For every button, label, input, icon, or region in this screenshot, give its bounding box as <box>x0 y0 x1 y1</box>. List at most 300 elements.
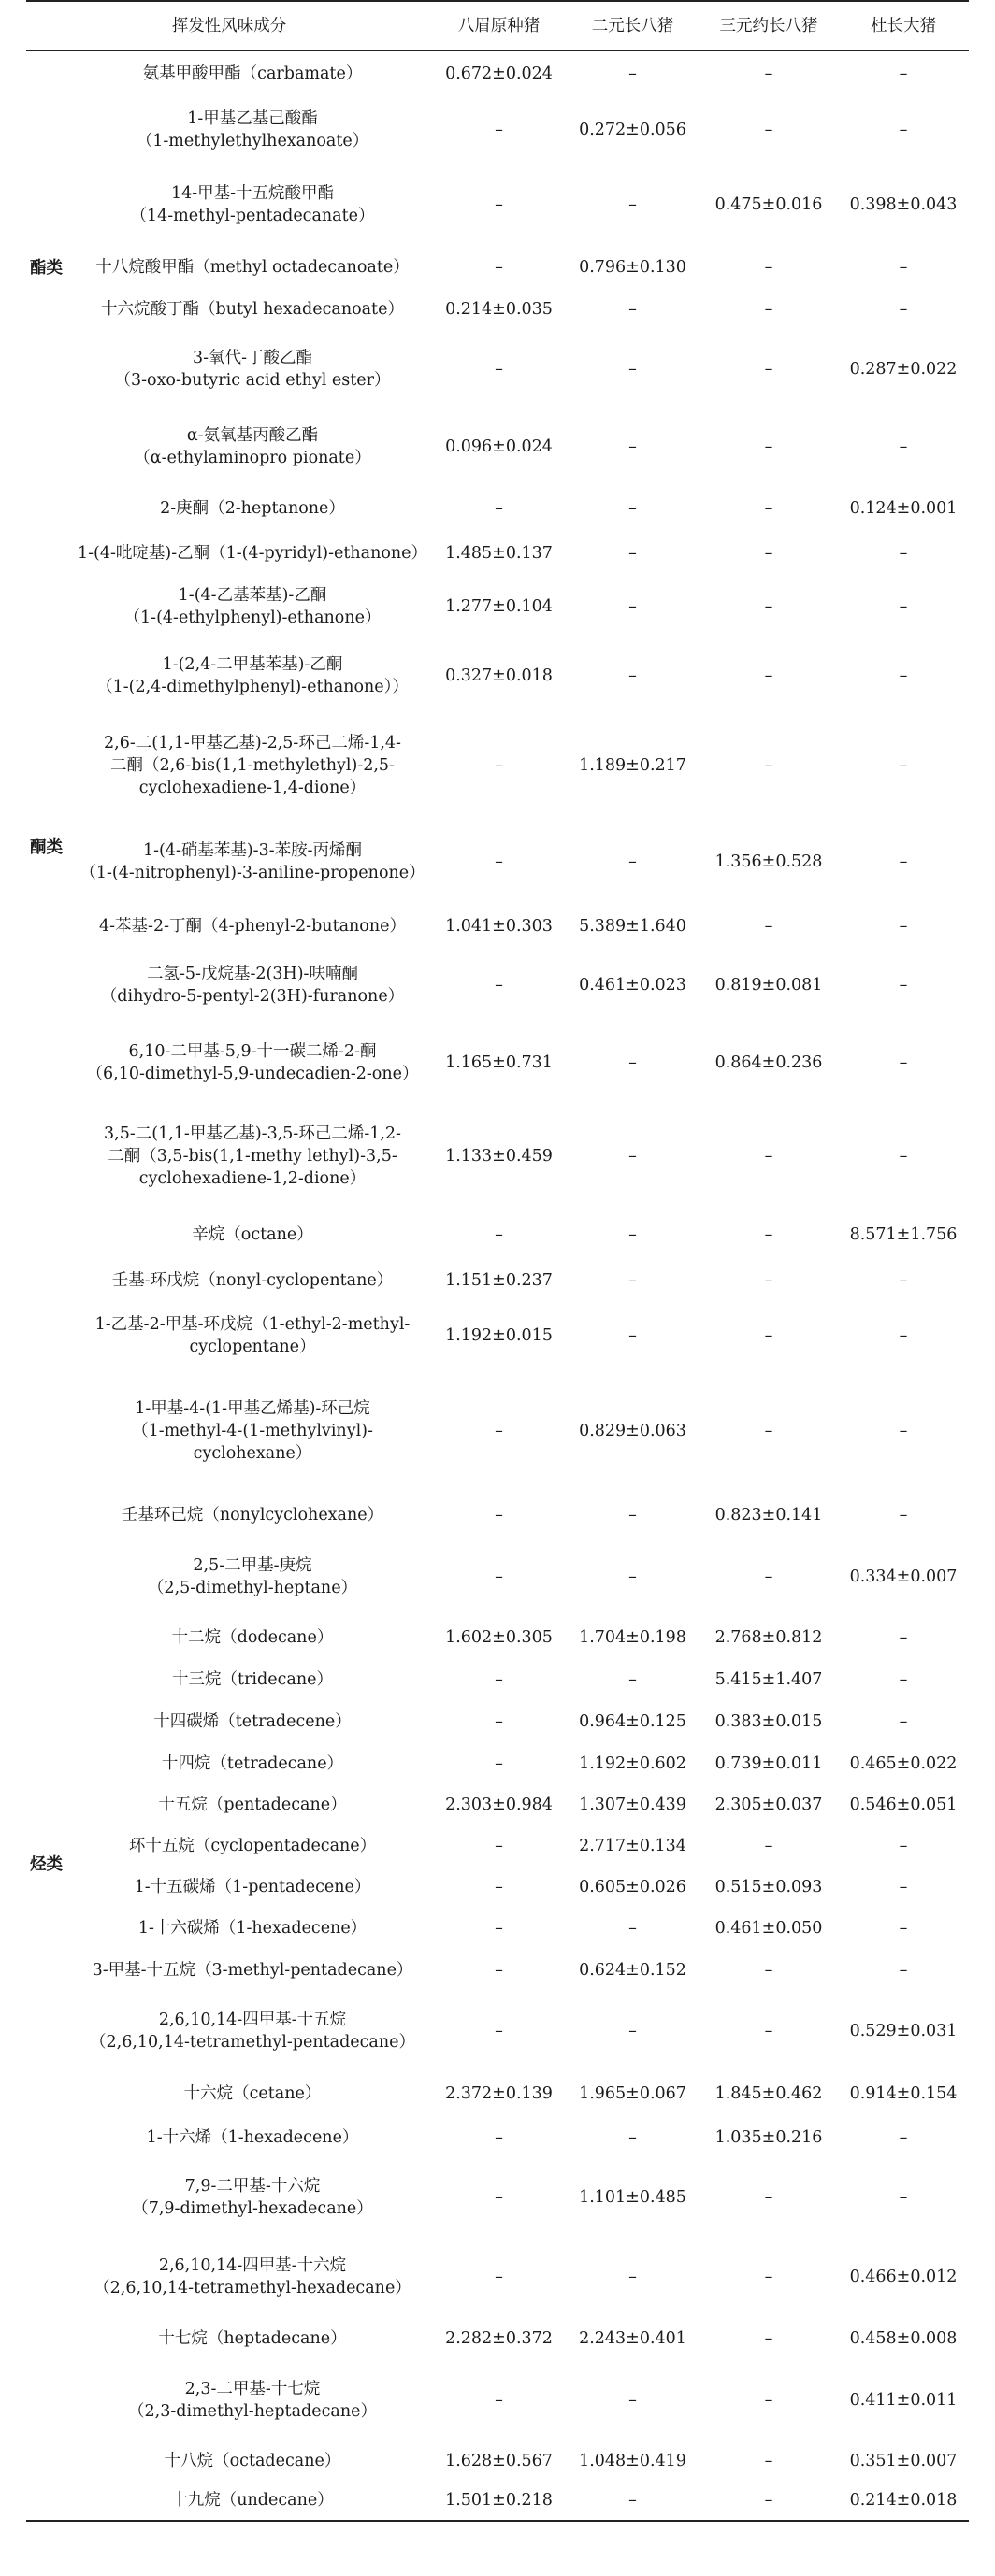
component-name-line: 14-甲基-十五烷酸甲酯 <box>170 183 335 203</box>
table-row <box>26 1867 969 1908</box>
component-name-line: 十五烷（pentadecane） <box>158 1795 347 1814</box>
component-cell <box>73 1825 432 1867</box>
value-cell: – <box>628 2021 637 2040</box>
component-cell <box>73 713 432 818</box>
table-row <box>26 289 969 330</box>
value-cell: – <box>764 1270 773 1290</box>
value-cell: 1.845±0.462 <box>714 2083 823 2103</box>
value-cell: – <box>495 257 503 277</box>
value-cell: 0.475±0.016 <box>714 194 823 214</box>
value-cell: 1.501±0.218 <box>445 2491 553 2510</box>
value-cell: – <box>495 2390 503 2410</box>
value-cell: – <box>764 2267 773 2286</box>
component-name-line: （2,5-dimethyl-heptane） <box>147 1578 358 1597</box>
component-cell <box>73 246 432 289</box>
table-row <box>26 1825 969 1867</box>
component-name-line: 壬基-环戊烷（nonyl-cyclopentane） <box>111 1270 394 1290</box>
value-cell: 0.672±0.024 <box>445 64 553 83</box>
value-cell: – <box>495 1505 503 1524</box>
component-name-line: α-氨氧基丙酸乙酯 <box>186 425 319 445</box>
value-cell: – <box>764 2187 773 2207</box>
component-cell <box>73 1210 432 1259</box>
table-row <box>26 947 969 1023</box>
value-cell: 0.819±0.081 <box>714 975 823 995</box>
component-name-line: 十七烷（heptadecane） <box>158 2328 347 2348</box>
component-name-line: （2,6,10,14-tetramethyl-hexadecane） <box>94 2278 411 2297</box>
component-cell <box>73 1659 432 1700</box>
component-cell <box>73 1867 432 1908</box>
component-name-line: （1-methyl-4-(1-methylvinyl)- <box>132 1421 373 1440</box>
table-row <box>26 2317 969 2360</box>
component-cell <box>73 1023 432 1102</box>
component-cell <box>73 2317 432 2360</box>
component-name-line: 十八烷（octadecane） <box>164 2451 341 2470</box>
value-cell: – <box>764 257 773 277</box>
value-cell: 0.461±0.050 <box>714 1918 823 1938</box>
value-cell: – <box>764 299 773 319</box>
component-name-line: 7,9-二甲基-十六烷 <box>184 2176 321 2196</box>
value-cell: – <box>628 1224 637 1244</box>
value-cell: 0.823±0.141 <box>714 1505 823 1524</box>
component-name-line: 2,6,10,14-四甲基-十六烷 <box>158 2255 347 2275</box>
value-cell: 0.334±0.007 <box>849 1567 958 1586</box>
table-row <box>26 96 969 164</box>
value-cell: 2.717±0.134 <box>579 1836 686 1855</box>
value-cell: – <box>495 1877 503 1896</box>
value-cell: – <box>495 1711 503 1731</box>
value-cell: 0.287±0.022 <box>849 359 958 379</box>
table-row <box>26 1992 969 2070</box>
value-cell: – <box>495 1224 503 1244</box>
value-cell: – <box>628 64 637 83</box>
value-cell: – <box>495 2127 503 2147</box>
value-cell: – <box>764 498 773 518</box>
value-cell: 0.327±0.018 <box>445 665 553 685</box>
value-cell: 0.214±0.035 <box>445 299 553 319</box>
value-cell: – <box>764 2451 773 2470</box>
component-name-line: 4-苯基-2-丁酮（4-phenyl-2-butanone） <box>99 916 406 936</box>
header-erchang: 二元长八猪 <box>591 17 674 36</box>
value-cell: – <box>495 2021 503 2040</box>
value-cell: 5.389±1.640 <box>579 916 686 936</box>
value-cell: – <box>764 1224 773 1244</box>
component-cell <box>73 906 432 947</box>
table-row <box>26 1210 969 1259</box>
value-cell: – <box>764 1325 773 1345</box>
value-cell: 0.964±0.125 <box>579 1711 686 1731</box>
table-row <box>26 1743 969 1784</box>
value-cell: 1.048±0.419 <box>579 2451 686 2470</box>
component-name-line: 1-十六烯（1-hexadecene） <box>146 2127 359 2147</box>
value-cell: 0.796±0.130 <box>579 257 686 277</box>
table-row <box>26 1659 969 1700</box>
component-name-line: 2,6,10,14-四甲基-十五烷 <box>158 2010 347 2029</box>
value-cell: – <box>764 1960 773 1980</box>
table-row <box>26 246 969 289</box>
value-cell: 0.605±0.026 <box>579 1877 686 1896</box>
table-row <box>26 1493 969 1538</box>
component-name-line: cyclohexadiene-1,2-dione） <box>138 1168 367 1188</box>
value-cell: – <box>899 852 908 871</box>
table-row <box>26 1259 969 1302</box>
value-cell: 2.243±0.401 <box>579 2328 686 2348</box>
value-cell: 1.965±0.067 <box>579 2083 686 2103</box>
value-cell: 2.305±0.037 <box>714 1795 823 1814</box>
value-cell: – <box>628 1146 637 1166</box>
value-cell: – <box>628 1052 637 1072</box>
value-cell: – <box>899 1505 908 1524</box>
component-name-line: 1-(4-硝基苯基)-3-苯胺-丙烯酮 <box>142 840 363 860</box>
component-name-line: cyclohexadiene-1,4-dione） <box>138 778 367 797</box>
component-name-line: 十九烷（undecane） <box>171 2491 334 2510</box>
value-cell: 0.461±0.023 <box>579 975 686 995</box>
component-name-line: 2,5-二甲基-庚烷 <box>193 1555 312 1575</box>
value-cell: – <box>899 975 908 995</box>
header-component: 挥发性风味成分 <box>171 17 287 36</box>
value-cell: – <box>899 1711 908 1731</box>
value-cell: – <box>899 1270 908 1290</box>
component-name-line: （1-(4-nitrophenyl)-3-aniline-propenone） <box>79 863 425 882</box>
category-cell: 烃类 <box>30 1855 63 1874</box>
component-cell <box>73 2360 432 2440</box>
component-cell <box>73 2070 432 2117</box>
component-name-line: 3-氧代-丁酸乙酯 <box>193 348 312 367</box>
table-row <box>26 575 969 638</box>
component-name-line: 二酮（3,5-bis(1,1-methy lethyl)-3,5- <box>108 1146 397 1166</box>
component-name-line: 1-十六碳烯（1-hexadecene） <box>137 1918 368 1938</box>
value-cell: 1.151±0.237 <box>445 1270 553 1290</box>
value-cell: – <box>495 755 503 775</box>
value-cell: 0.096±0.024 <box>445 436 553 456</box>
component-name-line: 1-十五碳烯（1-pentadecene） <box>134 1877 371 1896</box>
component-cell <box>73 1992 432 2070</box>
component-name-line: （1-(2,4-dimethylphenyl)-ethanone）） <box>96 677 409 696</box>
component-name-line: 壬基环己烷（nonylcyclohexane） <box>121 1505 384 1524</box>
table-row <box>26 2482 969 2521</box>
component-cell <box>73 1949 432 1992</box>
component-name-line: （7,9-dimethyl-hexadecane） <box>132 2198 373 2218</box>
component-name-line: 2,3-二甲基-十七烷 <box>184 2379 321 2398</box>
table-row <box>26 1616 969 1659</box>
value-cell: – <box>495 1960 503 1980</box>
value-cell: 1.356±0.528 <box>714 852 823 871</box>
table-row <box>26 2360 969 2440</box>
value-cell: – <box>628 1918 637 1938</box>
component-name-line: 十六烷酸丁酯（butyl hexadecanoate） <box>101 299 404 319</box>
component-name-line: 氨基甲酸甲酯（carbamate） <box>142 64 363 83</box>
component-name-line: （14-methyl-pentadecanate） <box>130 206 375 225</box>
value-cell: 0.515±0.093 <box>714 1877 823 1896</box>
component-cell <box>73 2117 432 2158</box>
value-cell: – <box>899 257 908 277</box>
value-cell: 1.133±0.459 <box>445 1146 553 1166</box>
component-cell <box>73 1784 432 1825</box>
value-cell: – <box>899 1836 908 1855</box>
component-name-line: 1-(4-吡啶基)-乙酮（1-(4-pyridyl)-ethanone） <box>77 543 428 563</box>
table-row <box>26 2158 969 2237</box>
table-row <box>26 2440 969 2482</box>
value-cell: – <box>495 194 503 214</box>
component-cell <box>73 2440 432 2482</box>
value-cell: – <box>899 299 908 319</box>
value-cell: – <box>899 916 908 936</box>
component-cell <box>73 2237 432 2317</box>
component-cell <box>73 947 432 1023</box>
component-cell <box>73 638 432 713</box>
component-name-line: 6,10-二甲基-5,9-十一碳二烯-2-酮 <box>128 1041 377 1061</box>
component-name-line: 十三烷（tridecane） <box>172 1669 333 1689</box>
value-cell: – <box>764 2390 773 2410</box>
value-cell: – <box>764 120 773 139</box>
value-cell: – <box>628 1567 637 1586</box>
table-row <box>26 51 969 96</box>
value-cell: – <box>628 359 637 379</box>
table-row <box>26 1908 969 1949</box>
component-name-line: 十二烷（dodecane） <box>171 1627 334 1647</box>
value-cell: 1.189±0.217 <box>579 755 686 775</box>
component-name-line: 辛烷（octane） <box>192 1224 313 1244</box>
component-name-line: 环十五烷（cyclopentadecane） <box>128 1836 377 1855</box>
component-cell <box>73 330 432 408</box>
table-row <box>26 906 969 947</box>
table-row <box>26 485 969 532</box>
component-name-line: （1-(4-ethylphenyl)-ethanone） <box>123 608 382 627</box>
table-row <box>26 1784 969 1825</box>
value-cell: 0.739±0.011 <box>714 1753 823 1773</box>
value-cell: 1.704±0.198 <box>579 1627 686 1647</box>
value-cell: 0.351±0.007 <box>849 2451 958 2470</box>
value-cell: – <box>899 596 908 616</box>
table-row <box>26 638 969 713</box>
component-cell <box>73 2158 432 2237</box>
value-cell: 0.466±0.012 <box>849 2267 958 2286</box>
value-cell: – <box>899 1960 908 1980</box>
component-cell <box>73 1259 432 1302</box>
value-cell: 1.035±0.216 <box>714 2127 823 2147</box>
value-cell: 1.602±0.305 <box>445 1627 553 1647</box>
table-row <box>26 1023 969 1102</box>
component-name-line: 十八烷酸甲酯（methyl octadecanoate） <box>95 257 410 277</box>
value-cell: 0.272±0.056 <box>579 120 686 139</box>
value-cell: – <box>628 1270 637 1290</box>
component-cell <box>73 1700 432 1743</box>
table-header <box>26 1 969 51</box>
value-cell: – <box>628 299 637 319</box>
component-name-line: （1-methylethylhexanoate） <box>136 131 369 150</box>
value-cell: – <box>495 1836 503 1855</box>
component-cell <box>73 1538 432 1616</box>
component-cell <box>73 1616 432 1659</box>
table-row <box>26 408 969 485</box>
value-cell: – <box>899 1918 908 1938</box>
component-name-line: 3-甲基-十五烷（3-methyl-pentadecane） <box>92 1960 413 1980</box>
value-cell: 1.485±0.137 <box>445 543 553 563</box>
value-cell: – <box>764 916 773 936</box>
table-row <box>26 1538 969 1616</box>
component-name-line: 十四碳烯（tetradecene） <box>153 1711 352 1731</box>
component-cell <box>73 1102 432 1210</box>
component-cell <box>73 51 432 96</box>
table-row <box>26 818 969 906</box>
value-cell: – <box>628 852 637 871</box>
value-cell: – <box>764 436 773 456</box>
value-cell: – <box>495 1669 503 1689</box>
component-cell <box>73 1369 432 1493</box>
component-cell <box>73 532 432 575</box>
table-row <box>26 1302 969 1369</box>
component-name-line: 1-(4-乙基苯基)-乙酮 <box>178 585 327 605</box>
value-cell: – <box>628 1669 637 1689</box>
value-cell: 1.307±0.439 <box>579 1795 686 1814</box>
value-cell: 1.165±0.731 <box>445 1052 553 1072</box>
component-name-line: cyclopentane） <box>189 1337 316 1356</box>
component-cell <box>73 96 432 164</box>
table-row <box>26 2070 969 2117</box>
value-cell: – <box>495 1421 503 1440</box>
value-cell: 0.398±0.043 <box>849 194 958 214</box>
value-cell: – <box>899 755 908 775</box>
value-cell: – <box>899 2187 908 2207</box>
value-cell: – <box>899 2127 908 2147</box>
value-cell: – <box>495 498 503 518</box>
table-row <box>26 1700 969 1743</box>
table-body <box>26 51 969 2521</box>
component-cell <box>73 575 432 638</box>
value-cell: – <box>628 498 637 518</box>
component-name-line: 3,5-二(1,1-甲基乙基)-3,5-环己二烯-1,2- <box>104 1123 401 1143</box>
value-cell: 0.864±0.236 <box>714 1052 823 1072</box>
component-cell <box>73 164 432 246</box>
value-cell: 0.124±0.001 <box>849 498 958 518</box>
table-row <box>26 164 969 246</box>
component-name-line: 2,6-二(1,1-甲基乙基)-2,5-环己二烯-1,4- <box>104 733 401 752</box>
value-cell: – <box>764 1836 773 1855</box>
table-row <box>26 1102 969 1210</box>
value-cell: – <box>628 194 637 214</box>
value-cell: – <box>628 1505 637 1524</box>
value-cell: 2.303±0.984 <box>445 1795 553 1814</box>
value-cell: – <box>764 543 773 563</box>
value-cell: 0.914±0.154 <box>849 2083 958 2103</box>
component-cell <box>73 1302 432 1369</box>
value-cell: – <box>764 1146 773 1166</box>
value-cell: 1.628±0.567 <box>445 2451 553 2470</box>
value-cell: 1.101±0.485 <box>579 2187 686 2207</box>
value-cell: – <box>899 543 908 563</box>
value-cell: 8.571±1.756 <box>849 1224 958 1244</box>
value-cell: – <box>495 1567 503 1586</box>
value-cell: 1.192±0.015 <box>445 1325 553 1345</box>
component-name-line: 1-(2,4-二甲基苯基)-乙酮 <box>162 654 343 674</box>
value-cell: 0.829±0.063 <box>579 1421 686 1440</box>
component-name-line: 2-庚酮（2-heptanone） <box>160 498 345 518</box>
value-cell: – <box>495 975 503 995</box>
component-name-line: 十四烷（tetradecane） <box>161 1753 344 1773</box>
component-name-line: （6,10-dimethyl-5,9-undecadien-2-one） <box>86 1064 419 1083</box>
value-cell: 2.768±0.812 <box>714 1627 823 1647</box>
header-duchang: 杜长大猪 <box>871 17 936 36</box>
value-cell: – <box>899 1146 908 1166</box>
value-cell: 0.529±0.031 <box>849 2021 958 2040</box>
value-cell: – <box>495 1918 503 1938</box>
table-row <box>26 1949 969 1992</box>
table-row <box>26 713 969 818</box>
value-cell: – <box>899 665 908 685</box>
value-cell: – <box>899 120 908 139</box>
value-cell: – <box>764 2491 773 2510</box>
value-cell: – <box>495 1753 503 1773</box>
value-cell: 2.372±0.139 <box>445 2083 553 2103</box>
header-sanyue: 三元约长八猪 <box>719 17 818 36</box>
component-name-line: cyclohexane） <box>193 1443 312 1463</box>
component-name-line: （2,3-dimethyl-heptadecane） <box>128 2401 377 2421</box>
component-name-line: 二酮（2,6-bis(1,1-methylethyl)-2,5- <box>110 755 395 775</box>
value-cell: – <box>764 755 773 775</box>
value-cell: 0.411±0.011 <box>849 2390 958 2410</box>
value-cell: – <box>628 596 637 616</box>
value-cell: – <box>764 1421 773 1440</box>
component-cell <box>73 1743 432 1784</box>
value-cell: 0.546±0.051 <box>849 1795 958 1814</box>
value-cell: – <box>764 2328 773 2348</box>
value-cell: 0.624±0.152 <box>579 1960 686 1980</box>
value-cell: – <box>764 64 773 83</box>
table-row <box>26 532 969 575</box>
volatile-flavor-table <box>26 0 969 2522</box>
component-name-line: 1-乙基-2-甲基-环戊烷（1-ethyl-2-methyl- <box>94 1314 411 1334</box>
value-cell: – <box>628 2390 637 2410</box>
value-cell: – <box>628 2491 637 2510</box>
value-cell: 2.282±0.372 <box>445 2328 553 2348</box>
value-cell: – <box>899 1877 908 1896</box>
value-cell: – <box>495 852 503 871</box>
component-cell <box>73 1908 432 1949</box>
component-cell <box>73 818 432 906</box>
value-cell: 1.277±0.104 <box>445 596 553 616</box>
component-name-line: 1-甲基乙基己酸酯 <box>187 108 318 128</box>
value-cell: 5.415±1.407 <box>714 1669 823 1689</box>
value-cell: 0.465±0.022 <box>849 1753 958 1773</box>
value-cell: – <box>628 1325 637 1345</box>
component-cell <box>73 1493 432 1538</box>
value-cell: 0.383±0.015 <box>714 1711 823 1731</box>
value-cell: – <box>764 596 773 616</box>
value-cell: – <box>899 64 908 83</box>
table-row <box>26 330 969 408</box>
component-name-line: 二氢-5-戊烷基-2(3H)-呋喃酮 <box>147 964 358 983</box>
table-row <box>26 1369 969 1493</box>
value-cell: 1.192±0.602 <box>579 1753 686 1773</box>
value-cell: – <box>495 2267 503 2286</box>
value-cell: – <box>764 1567 773 1586</box>
value-cell: – <box>899 1325 908 1345</box>
table-row <box>26 2117 969 2158</box>
table-row <box>26 2237 969 2317</box>
header-bamei: 八眉原种猪 <box>457 17 541 36</box>
value-cell: 0.458±0.008 <box>849 2328 958 2348</box>
component-cell <box>73 408 432 485</box>
value-cell: – <box>899 1421 908 1440</box>
value-cell: – <box>628 665 637 685</box>
value-cell: – <box>495 2187 503 2207</box>
value-cell: 1.041±0.303 <box>445 916 553 936</box>
value-cell: – <box>899 1052 908 1072</box>
value-cell: 0.214±0.018 <box>849 2491 958 2510</box>
component-name-line: 十六烷（cetane） <box>183 2083 322 2103</box>
value-cell: – <box>628 2267 637 2286</box>
value-cell: – <box>899 1669 908 1689</box>
component-name-line: （dihydro-5-pentyl-2(3H)-furanone） <box>100 986 405 1006</box>
